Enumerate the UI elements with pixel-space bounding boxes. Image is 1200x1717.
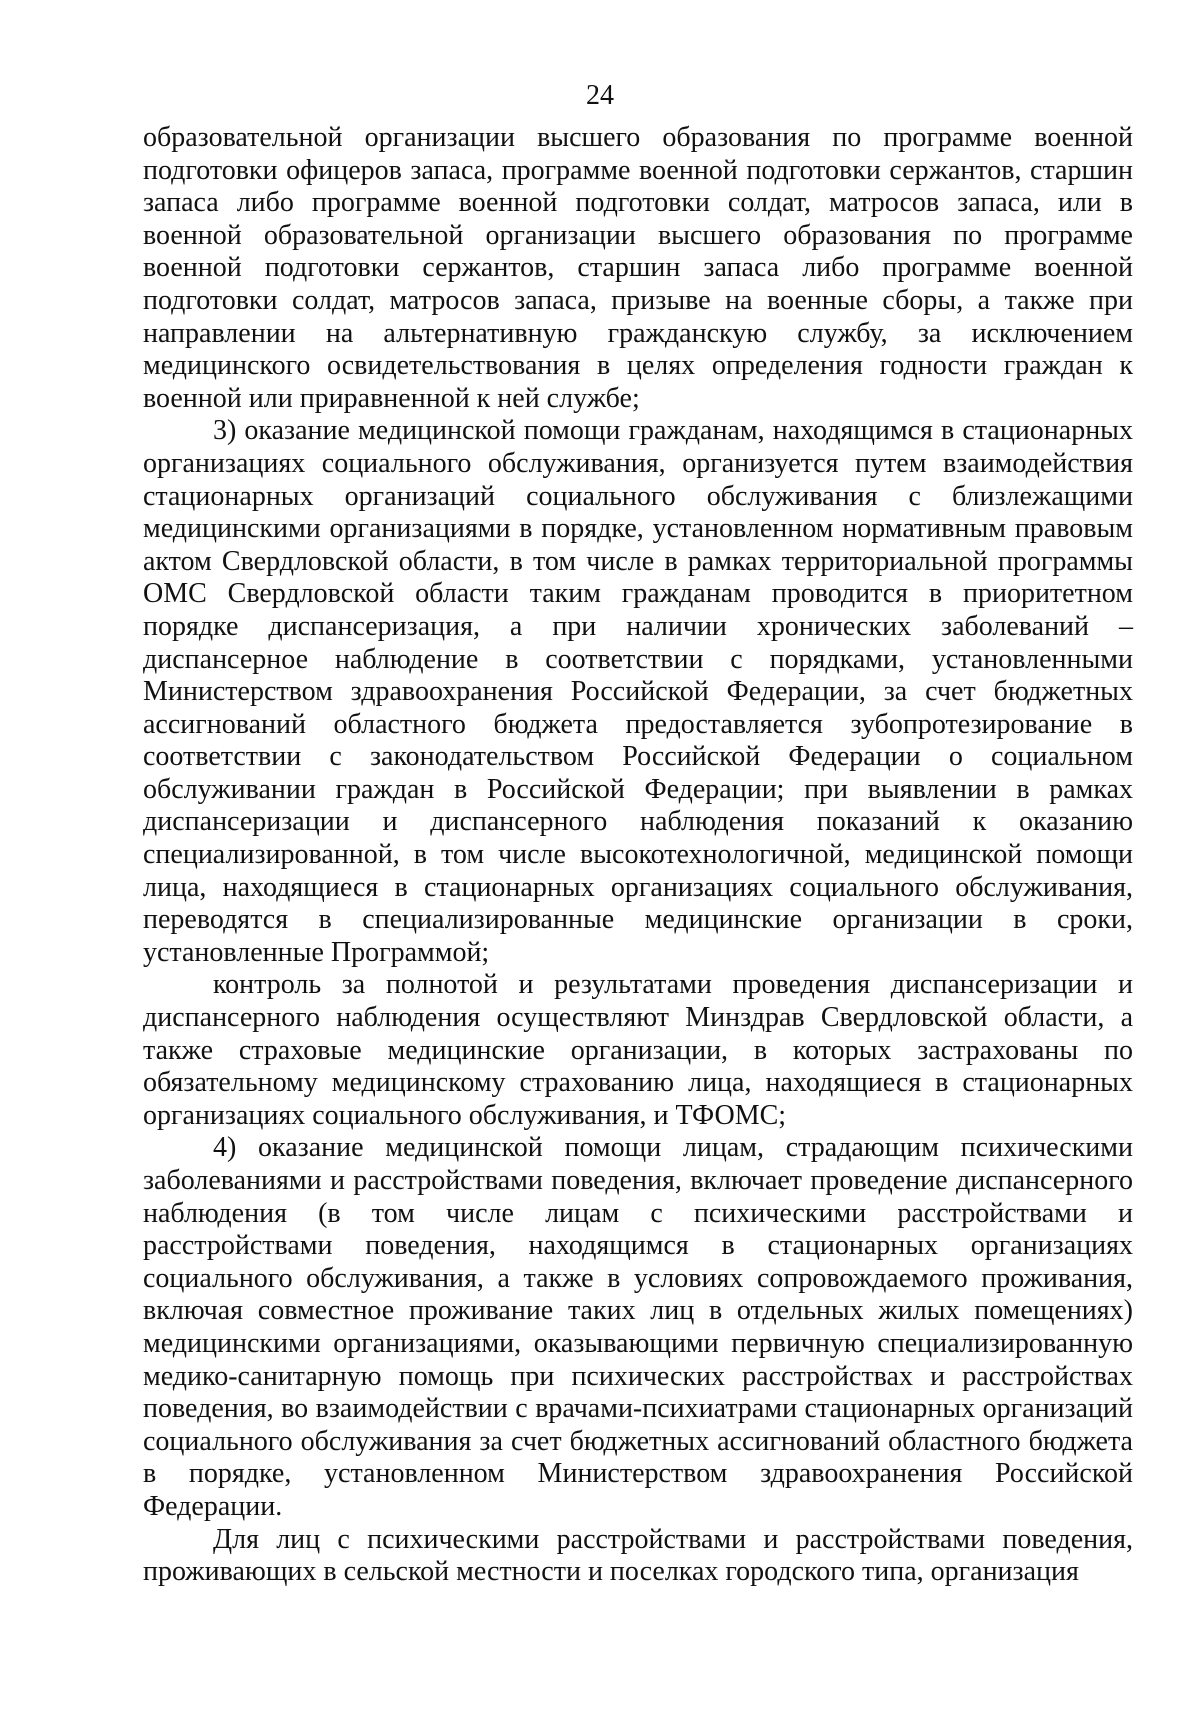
paragraph-item-4: 4) оказание медицинской помощи лицам, страдающим психическими заболеваниями и расстройствами поведения, включает проведение диспансерного наблюдения (в том числе лицам с психическими расстройствами и расстройствами поведения, находящимся в стационарных организациях социального обслуживания, а также в условиях сопровождаемого проживания, включая совместное проживание таких лиц в отдельных жилых помещениях) медицинскими организациями, оказывающими первичную специализированную медико-санитарную помощь при психических расстройствах и расстройствах поведения, во взаимодействии с врачами-психиатрами стационарных организаций социального обслуживания за счет бюджетных ассигнований областного бюджета в порядке, установленном Министерством здравоохранения Российской Федерации. xyxy=(143,1132,1133,1522)
paragraph-control: контроль за полнотой и результатами проведения диспансеризации и диспансерного наблюдения осуществляют Минздрав Свердловской области, а также страховые медицинские организации, в которых застрахованы по обязательному медицинскому страхованию лица, находящиеся в стационарных организациях социального обслуживания, и ТФОМС; xyxy=(143,969,1133,1131)
page-number: 24 xyxy=(586,80,614,111)
paragraph-item-3: 3) оказание медицинской помощи гражданам, находящимся в стационарных организациях социального обслуживания, организуется путем взаимодействия стационарных организаций социального обслуживания с близлежащими медицинскими организациями в порядке, установленном нормативным правовым актом Свердловской области, в том числе в рамках территориальной программы ОМС Свердловской области таким гражданам проводится в приоритетном порядке диспансеризация, а при наличии хронических заболеваний – диспансерное наблюдение в соответствии с порядками, установленными Министерством здравоохранения Российской Федерации, за счет бюджетных ассигнований областного бюджета предоставляется зубопротезирование в соответствии с законодательством Российской Федерации о социальном обслуживании граждан в Российской Федерации; при выявлении в рамках диспансеризации и диспансерного наблюдения показаний к оказанию специализированной, в том числе высокотехнологичной, медицинской помощи лица, находящиеся в стационарных организациях социального обслуживания, переводятся в специализированные медицинские организации в сроки, установленные Программой; xyxy=(143,415,1133,968)
paragraph-rural: Для лиц с психическими расстройствами и расстройствами поведения, проживающих в сельской местности и поселках городского типа, организация xyxy=(143,1523,1133,1588)
paragraph-continuation: образовательной организации высшего образования по программе военной подготовки офицеров запаса, программе военной подготовки сержантов, старшин запаса либо программе военной подготовки солдат, матросов запаса, или в военной образовательной организации высшего образования по программе военной подготовки сержантов, старшин запаса либо программе военной подготовки солдат, матросов запаса, призыве на военные сборы, а также при направлении на альтернативную гражданскую службу, за исключением медицинского освидетельствования в целях определения годности граждан к военной или приравненной к ней службе; xyxy=(143,122,1133,414)
document-body xyxy=(143,122,1133,1589)
